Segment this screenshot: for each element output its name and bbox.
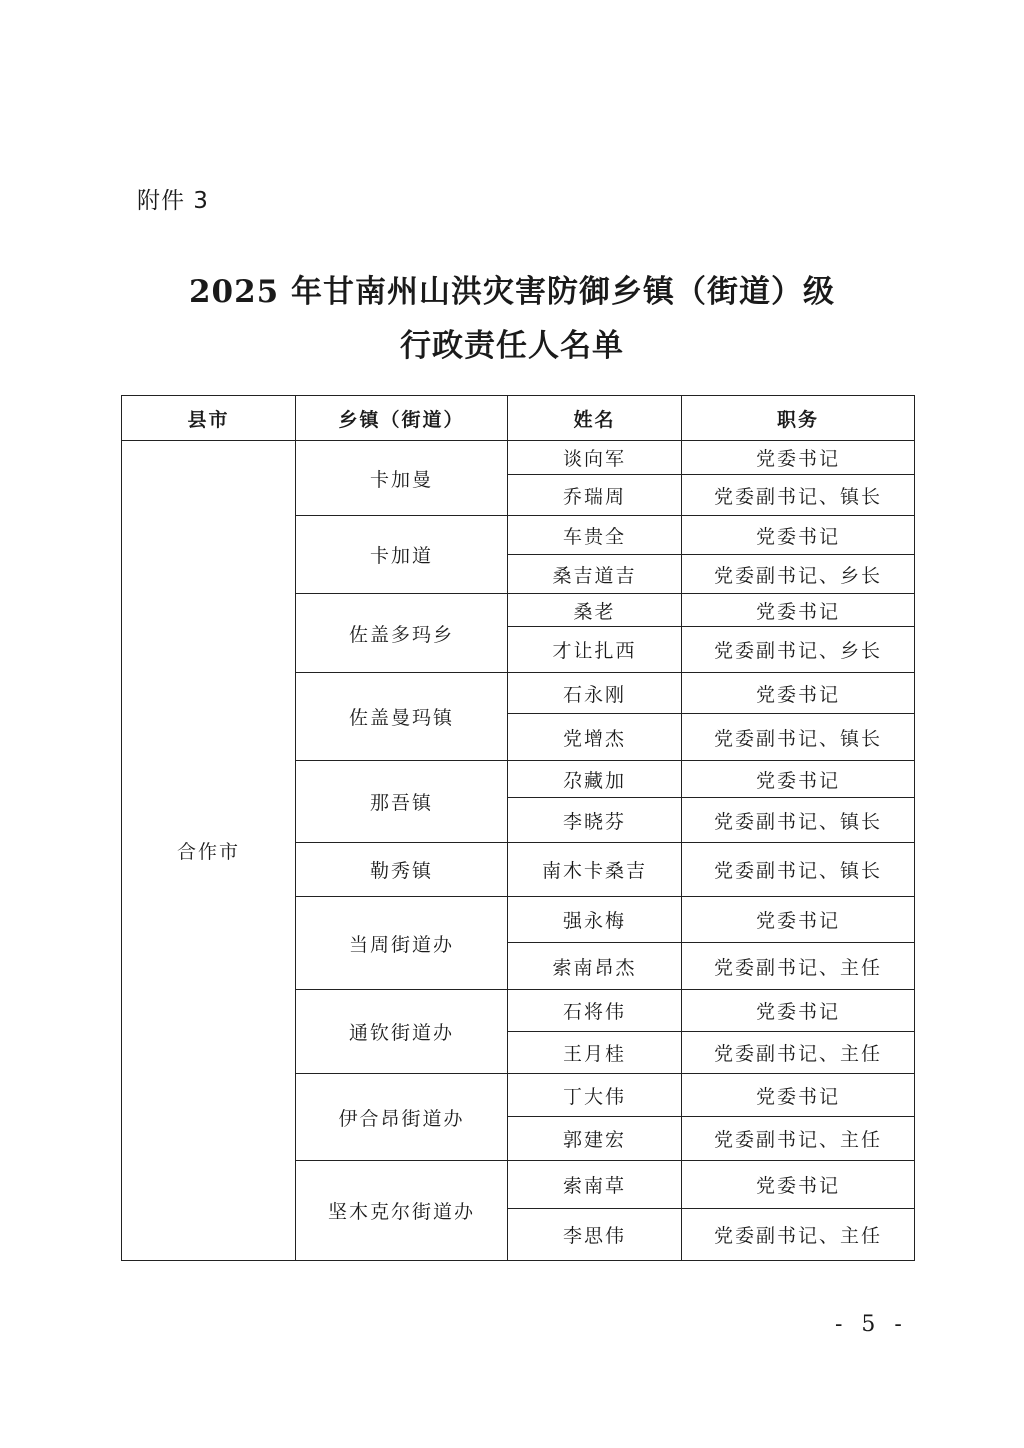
person-name: 丁大伟 [508, 1074, 682, 1117]
town-cell: 伊合昂街道办 [296, 1074, 508, 1161]
person-position: 党委书记 [682, 673, 915, 714]
person-name: 石将伟 [508, 990, 682, 1032]
person-position: 党委副书记、主任 [682, 1209, 915, 1261]
town-cell: 当周街道办 [296, 897, 508, 990]
person-position: 党委副书记、镇长 [682, 798, 915, 843]
person-name: 郭建宏 [508, 1117, 682, 1161]
town-cell: 坚木克尔街道办 [296, 1161, 508, 1261]
town-cell: 佐盖曼玛镇 [296, 673, 508, 761]
person-position: 党委副书记、主任 [682, 1117, 915, 1161]
person-position: 党委副书记、乡长 [682, 627, 915, 673]
person-name: 党增杰 [508, 714, 682, 761]
document-title-line1: 2025 年甘南州山洪灾害防御乡镇（街道）级 [188, 274, 836, 310]
page-number: - 5 - [835, 1312, 908, 1337]
town-cell: 勒秀镇 [296, 843, 508, 897]
person-position: 党委书记 [682, 761, 915, 798]
person-position: 党委书记 [682, 1074, 915, 1117]
person-position: 党委副书记、镇长 [682, 714, 915, 761]
person-position: 党委书记 [682, 516, 915, 555]
person-position: 党委副书记、主任 [682, 943, 915, 990]
table-header-row [122, 396, 915, 441]
person-name: 谈向军 [508, 441, 682, 475]
header-county: 县市 [122, 396, 296, 441]
document-title-line2: 行政责任人名单 [400, 328, 624, 364]
town-cell: 卡加道 [296, 516, 508, 594]
person-name: 石永刚 [508, 673, 682, 714]
person-name: 李晓芬 [508, 798, 682, 843]
header-position: 职务 [682, 396, 915, 441]
town-cell: 卡加曼 [296, 441, 508, 516]
person-name: 桑吉道吉 [508, 555, 682, 594]
person-position: 党委副书记、主任 [682, 1032, 915, 1074]
responsibility-table [121, 395, 915, 1261]
person-position: 党委书记 [682, 990, 915, 1032]
person-name: 李思伟 [508, 1209, 682, 1261]
table-row [122, 441, 915, 475]
header-town: 乡镇（街道） [296, 396, 508, 441]
person-name: 才让扎西 [508, 627, 682, 673]
person-name: 尕藏加 [508, 761, 682, 798]
person-name: 强永梅 [508, 897, 682, 943]
person-position: 党委书记 [682, 594, 915, 627]
town-cell: 那吾镇 [296, 761, 508, 843]
person-position: 党委书记 [682, 441, 915, 475]
header-name: 姓名 [508, 396, 682, 441]
person-position: 党委副书记、镇长 [682, 475, 915, 516]
person-position: 党委书记 [682, 897, 915, 943]
person-position: 党委书记 [682, 1161, 915, 1209]
person-name: 车贵全 [508, 516, 682, 555]
person-name: 索南昂杰 [508, 943, 682, 990]
attachment-label: 附件 3 [137, 188, 209, 214]
town-cell: 佐盖多玛乡 [296, 594, 508, 673]
person-name: 南木卡桑吉 [508, 843, 682, 897]
person-name: 乔瑞周 [508, 475, 682, 516]
person-name: 王月桂 [508, 1032, 682, 1074]
person-position: 党委副书记、镇长 [682, 843, 915, 897]
person-name: 桑老 [508, 594, 682, 627]
person-position: 党委副书记、乡长 [682, 555, 915, 594]
person-name: 索南草 [508, 1161, 682, 1209]
county-cell: 合作市 [122, 441, 296, 1261]
town-cell: 通钦街道办 [296, 990, 508, 1074]
